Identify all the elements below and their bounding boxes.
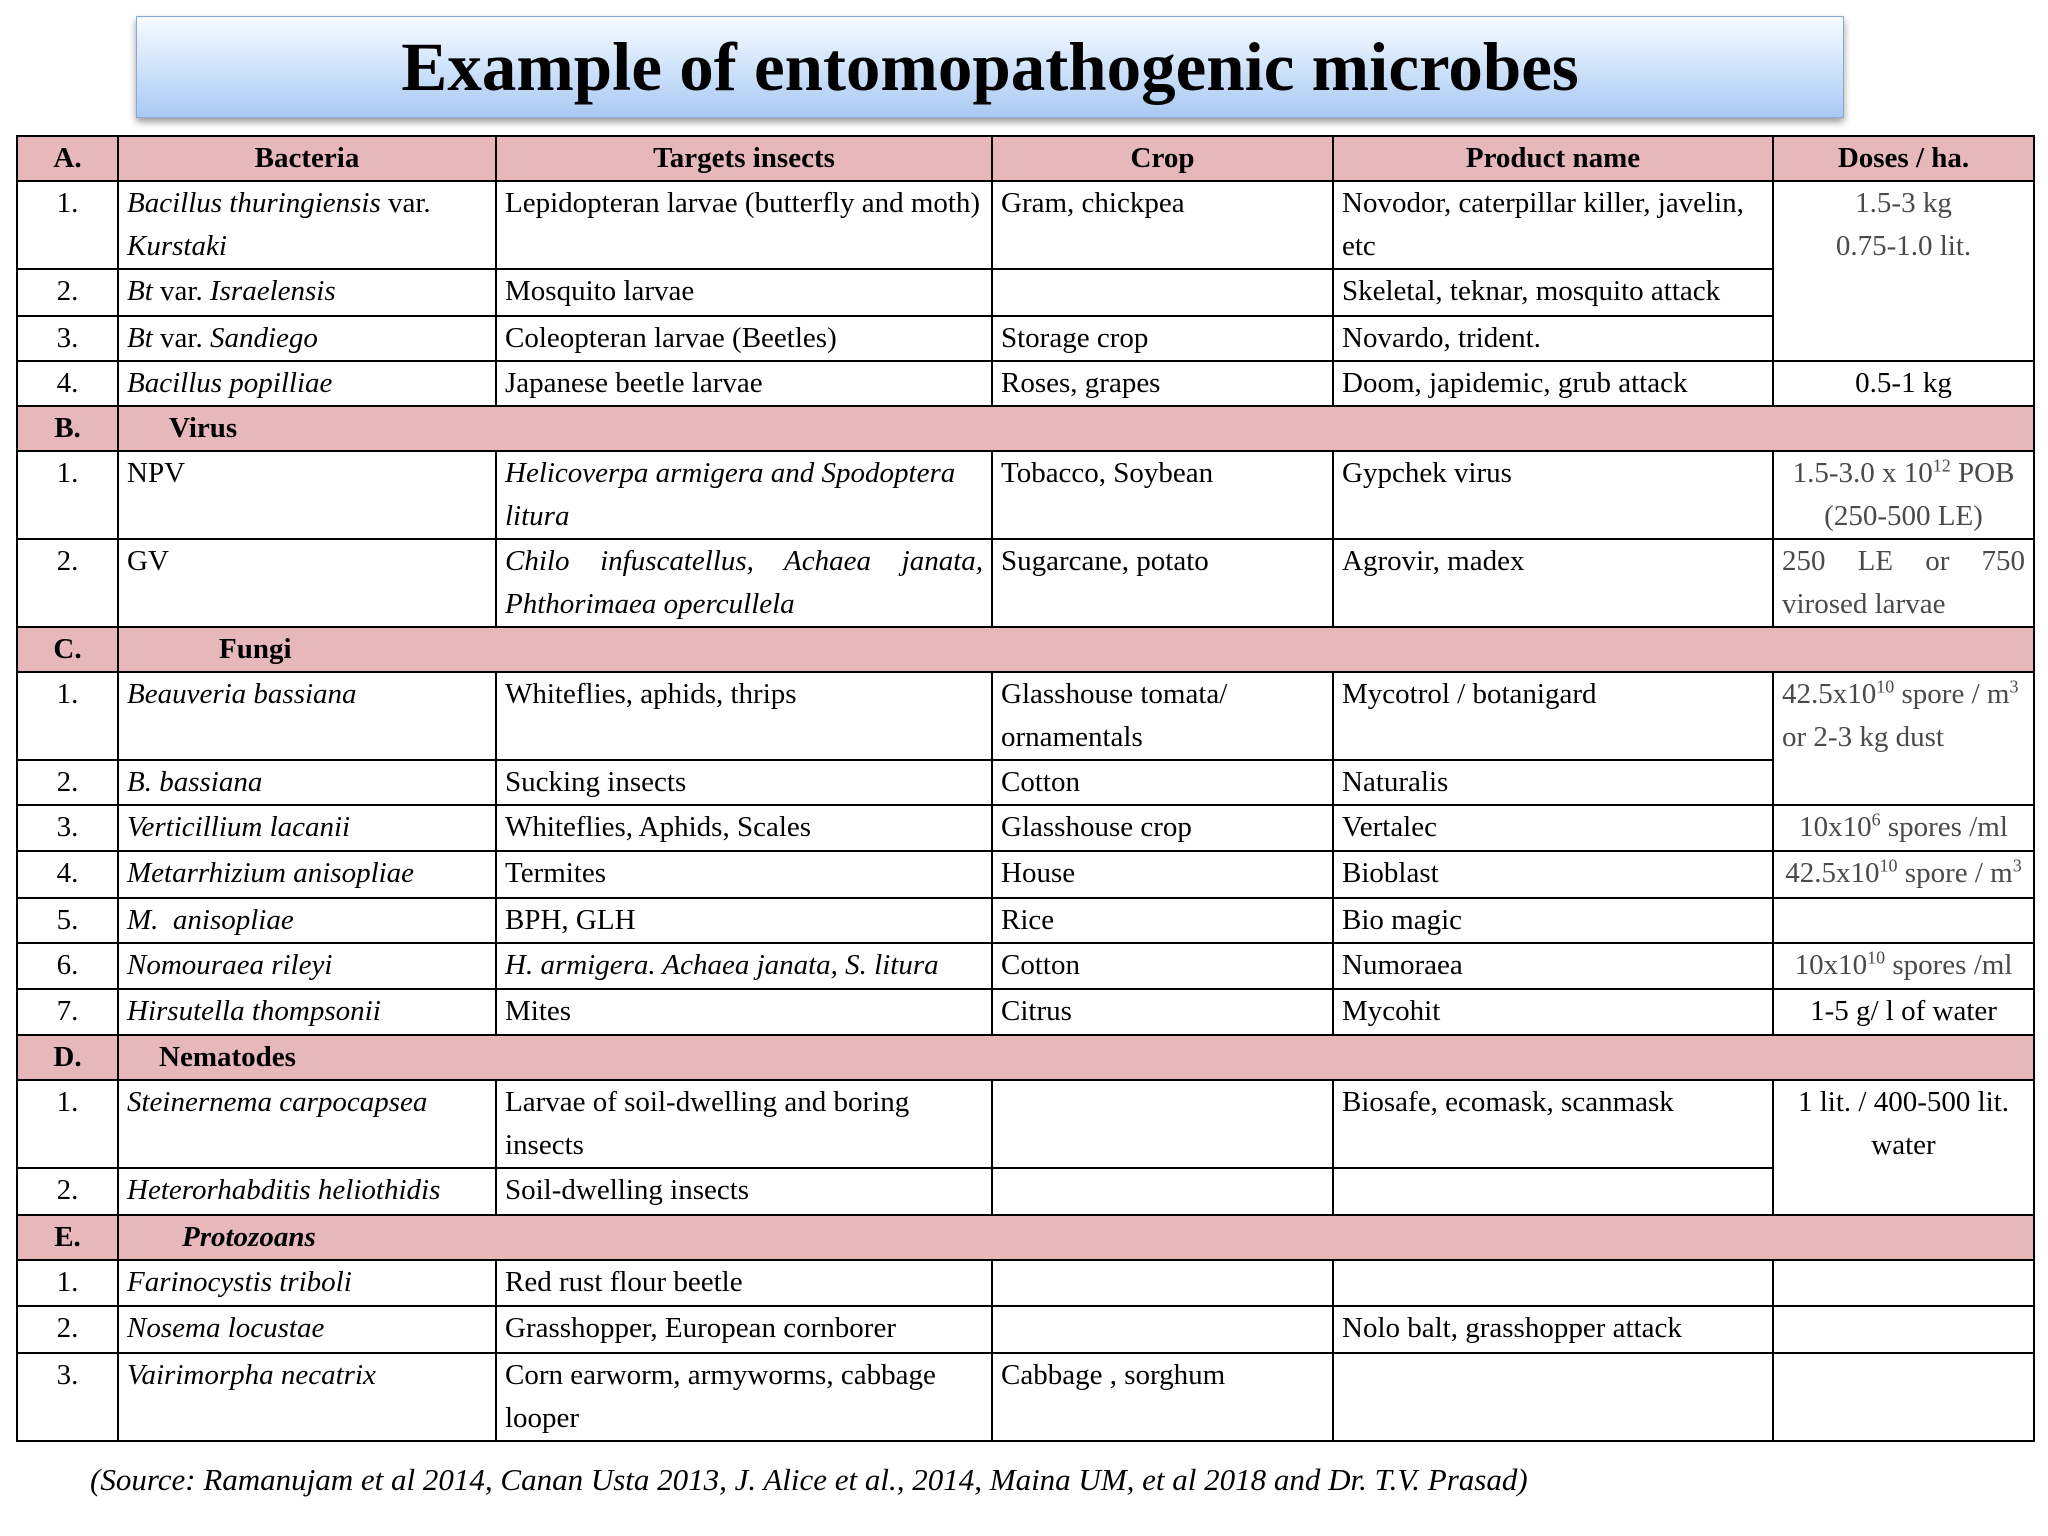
section-index: C. bbox=[17, 627, 118, 672]
product-name: Novardo, trident. bbox=[1333, 316, 1773, 361]
organism-name: Verticillium lacanii bbox=[118, 805, 496, 851]
organism-name: B. bassiana bbox=[118, 760, 496, 805]
crop: Cotton bbox=[992, 760, 1333, 805]
product-name: Novodor, caterpillar killer, javelin, etc bbox=[1333, 181, 1773, 269]
section-label: Protozoans bbox=[118, 1215, 2034, 1260]
row-index: 2. bbox=[17, 269, 118, 316]
organism-name: Hirsutella thompsonii bbox=[118, 989, 496, 1035]
dose-line: 0.75-1.0 lit. bbox=[1835, 230, 1972, 262]
row-index: 2. bbox=[17, 1306, 118, 1353]
section-index: B. bbox=[17, 406, 118, 451]
dose-line: (250-500 LE) bbox=[1824, 500, 1983, 532]
product-name: Mycotrol / botanigard bbox=[1333, 672, 1773, 760]
product-name: Gypchek virus bbox=[1333, 451, 1773, 539]
section-row-virus bbox=[17, 406, 2034, 451]
crop: Glasshouse tomata/ ornamentals bbox=[992, 672, 1333, 760]
organism-name: Beauveria bassiana bbox=[118, 672, 496, 760]
dose bbox=[1773, 181, 2034, 361]
dose-unit: spore / m bbox=[1897, 857, 2013, 889]
crop: House bbox=[992, 851, 1333, 898]
target-insects: Corn earworm, armyworms, cabbage looper bbox=[496, 1353, 992, 1441]
crop bbox=[992, 1260, 1333, 1306]
table-row bbox=[17, 898, 2034, 943]
section-index: E. bbox=[17, 1215, 118, 1260]
target-insects: Coleopteran larvae (Beetles) bbox=[496, 316, 992, 361]
product-name: Bio magic bbox=[1333, 898, 1773, 943]
dose-unit: or 2-3 kg dust bbox=[1782, 721, 1944, 753]
dose: 0.5-1 kg bbox=[1773, 361, 2034, 406]
organism-name: Vairimorpha necatrix bbox=[118, 1353, 496, 1441]
organism-name: Metarrhizium anisopliae bbox=[118, 851, 496, 898]
organism-name: Nomouraea rileyi bbox=[118, 943, 496, 989]
crop: Cotton bbox=[992, 943, 1333, 989]
table-row bbox=[17, 1306, 2034, 1353]
row-index: 2. bbox=[17, 1168, 118, 1215]
dose-exponent: 3 bbox=[2009, 676, 2019, 697]
table-row bbox=[17, 451, 2034, 539]
product-name: Vertalec bbox=[1333, 805, 1773, 851]
title-banner bbox=[136, 16, 1844, 118]
table-row bbox=[17, 539, 2034, 627]
target-insects: Lepidopteran larvae (butterfly and moth) bbox=[496, 181, 992, 269]
crop bbox=[992, 1080, 1333, 1168]
target-insects: Soil-dwelling insects bbox=[496, 1168, 992, 1215]
dose-line: 1.5-3 kg bbox=[1855, 187, 1952, 219]
target-insects: Chilo infuscatellus, Achaea janata, Phthorimaea opercullela bbox=[496, 539, 992, 627]
row-index: 4. bbox=[17, 361, 118, 406]
product-name: Biosafe, ecomask, scanmask bbox=[1333, 1080, 1773, 1168]
crop: Roses, grapes bbox=[992, 361, 1333, 406]
header-row bbox=[17, 136, 2034, 181]
dose bbox=[1773, 1353, 2034, 1441]
organism-variety: Kurstaki bbox=[127, 230, 227, 262]
crop bbox=[992, 1168, 1333, 1215]
product-name: Numoraea bbox=[1333, 943, 1773, 989]
source-citation: (Source: Ramanujam et al 2014, Canan Usta 2013, J. Alice et al., 2014, Maina UM, et al 2018 and Dr. T.V. Prasad) bbox=[90, 1462, 1528, 1497]
organism-var: var. bbox=[152, 275, 210, 307]
dose: 1 lit. / 400-500 lit. water bbox=[1773, 1080, 2034, 1215]
target-insects: Helicoverpa armigera and Spodoptera litura bbox=[496, 451, 992, 539]
row-index: 3. bbox=[17, 316, 118, 361]
organism-name: Steinernema carpocapsea bbox=[118, 1080, 496, 1168]
target-insects: Termites bbox=[496, 851, 992, 898]
column-header-doses: Doses / ha. bbox=[1773, 136, 2034, 181]
row-index: 5. bbox=[17, 898, 118, 943]
column-header-product: Product name bbox=[1333, 136, 1773, 181]
dose-base: 42.5x10 bbox=[1782, 678, 1877, 710]
product-name: Naturalis bbox=[1333, 760, 1773, 805]
product-name bbox=[1333, 1260, 1773, 1306]
organism-name: M. anisopliae bbox=[118, 898, 496, 943]
target-insects: BPH, GLH bbox=[496, 898, 992, 943]
product-name: Agrovir, madex bbox=[1333, 539, 1773, 627]
dose bbox=[1773, 1306, 2034, 1353]
dose bbox=[1773, 898, 2034, 943]
target-insects: Grasshopper, European cornborer bbox=[496, 1306, 992, 1353]
target-insects: Whiteflies, aphids, thrips bbox=[496, 672, 992, 760]
organism-name: NPV bbox=[118, 451, 496, 539]
crop: Sugarcane, potato bbox=[992, 539, 1333, 627]
page-title: Example of entomopathogenic microbes bbox=[401, 28, 1579, 105]
section-row-nematodes bbox=[17, 1035, 2034, 1080]
section-row-protozoans bbox=[17, 1215, 2034, 1260]
organism-genus: Bt bbox=[127, 322, 153, 354]
organism-name: GV bbox=[118, 539, 496, 627]
crop bbox=[992, 269, 1333, 316]
crop: Storage crop bbox=[992, 316, 1333, 361]
table-row bbox=[17, 943, 2034, 989]
target-insects: Japanese beetle larvae bbox=[496, 361, 992, 406]
dose-exponent: 12 bbox=[1932, 455, 1951, 476]
crop: Cabbage , sorghum bbox=[992, 1353, 1333, 1441]
table-row bbox=[17, 181, 2034, 269]
dose bbox=[1773, 805, 2034, 851]
crop: Citrus bbox=[992, 989, 1333, 1035]
row-index: 6. bbox=[17, 943, 118, 989]
section-index: D. bbox=[17, 1035, 118, 1080]
section-label: Fungi bbox=[118, 627, 2034, 672]
dose-base: 10x10 bbox=[1799, 811, 1872, 843]
dose-base: 1.5-3.0 x 10 bbox=[1792, 457, 1933, 489]
dose-exponent: 10 bbox=[1876, 676, 1895, 697]
row-index: 1. bbox=[17, 181, 118, 269]
table-row bbox=[17, 805, 2034, 851]
column-header-bacteria: Bacteria bbox=[118, 136, 496, 181]
table-row bbox=[17, 1353, 2034, 1441]
row-index: 2. bbox=[17, 760, 118, 805]
target-insects: Whiteflies, Aphids, Scales bbox=[496, 805, 992, 851]
dose-exponent: 6 bbox=[1871, 809, 1881, 830]
target-insects: Sucking insects bbox=[496, 760, 992, 805]
section-row-fungi bbox=[17, 627, 2034, 672]
table-row bbox=[17, 361, 2034, 406]
organism-name bbox=[118, 181, 496, 269]
organism-name: Farinocystis triboli bbox=[118, 1260, 496, 1306]
row-index: 3. bbox=[17, 805, 118, 851]
dose-unit: spore / m bbox=[1894, 678, 2010, 710]
target-insects: Red rust flour beetle bbox=[496, 1260, 992, 1306]
organism-name: Heterorhabditis heliothidis bbox=[118, 1168, 496, 1215]
table-row bbox=[17, 269, 2034, 316]
row-index: 2. bbox=[17, 539, 118, 627]
dose-unit: spores /ml bbox=[1880, 811, 2008, 843]
dose-unit: POB bbox=[1950, 457, 2015, 489]
row-index: 1. bbox=[17, 672, 118, 760]
row-index: 1. bbox=[17, 1260, 118, 1306]
section-label: Virus bbox=[118, 406, 2034, 451]
product-name: Bioblast bbox=[1333, 851, 1773, 898]
row-index: 1. bbox=[17, 1080, 118, 1168]
section-label: Nematodes bbox=[118, 1035, 2034, 1080]
table-row bbox=[17, 851, 2034, 898]
row-index: 4. bbox=[17, 851, 118, 898]
product-name bbox=[1333, 1353, 1773, 1441]
table-row bbox=[17, 989, 2034, 1035]
product-name bbox=[1333, 1168, 1773, 1215]
crop: Tobacco, Soybean bbox=[992, 451, 1333, 539]
product-name: Skeletal, teknar, mosquito attack bbox=[1333, 269, 1773, 316]
dose: 1-5 g/ l of water bbox=[1773, 989, 2034, 1035]
organism-name bbox=[118, 316, 496, 361]
organism-name bbox=[118, 269, 496, 316]
table-row bbox=[17, 1260, 2034, 1306]
organism-genus: Bt bbox=[127, 275, 153, 307]
dose bbox=[1773, 851, 2034, 898]
dose bbox=[1773, 943, 2034, 989]
product-name: Doom, japidemic, grub attack bbox=[1333, 361, 1773, 406]
row-index: 3. bbox=[17, 1353, 118, 1441]
section-index: A. bbox=[17, 136, 118, 181]
dose-unit: spores /ml bbox=[1885, 949, 2013, 981]
table-row bbox=[17, 1080, 2034, 1168]
table-row bbox=[17, 316, 2034, 361]
organism-variety: Sandiego bbox=[209, 322, 318, 354]
organism-name: Nosema locustae bbox=[118, 1306, 496, 1353]
target-insects: Mosquito larvae bbox=[496, 269, 992, 316]
dose bbox=[1773, 672, 2034, 805]
organism-genus: Bacillus thuringiensis bbox=[127, 187, 381, 219]
crop bbox=[992, 1306, 1333, 1353]
table-row bbox=[17, 760, 2034, 805]
product-name: Mycohit bbox=[1333, 989, 1773, 1035]
target-insects: Larvae of soil-dwelling and boring insects bbox=[496, 1080, 992, 1168]
dose bbox=[1773, 1260, 2034, 1306]
crop: Rice bbox=[992, 898, 1333, 943]
dose-exponent: 10 bbox=[1879, 855, 1898, 876]
dose-exponent: 3 bbox=[2012, 855, 2022, 876]
organism-name: Bacillus popilliae bbox=[118, 361, 496, 406]
row-index: 7. bbox=[17, 989, 118, 1035]
organism-var: var. bbox=[152, 322, 210, 354]
dose-base: 42.5x10 bbox=[1785, 857, 1880, 889]
product-name: Nolo balt, grasshopper attack bbox=[1333, 1306, 1773, 1353]
microbes-table bbox=[16, 135, 2035, 1442]
table-row bbox=[17, 1168, 2034, 1215]
crop: Gram, chickpea bbox=[992, 181, 1333, 269]
target-insects: Mites bbox=[496, 989, 992, 1035]
table-row bbox=[17, 672, 2034, 760]
dose bbox=[1773, 451, 2034, 539]
dose: 250 LE or 750 virosed larvae bbox=[1773, 539, 2034, 627]
column-header-crop: Crop bbox=[992, 136, 1333, 181]
column-header-targets: Targets insects bbox=[496, 136, 992, 181]
organism-var: var. bbox=[380, 187, 431, 219]
target-insects: H. armigera. Achaea janata, S. litura bbox=[496, 943, 992, 989]
organism-variety: Israelensis bbox=[209, 275, 336, 307]
dose-exponent: 10 bbox=[1867, 947, 1886, 968]
row-index: 1. bbox=[17, 451, 118, 539]
crop: Glasshouse crop bbox=[992, 805, 1333, 851]
dose-base: 10x10 bbox=[1794, 949, 1868, 981]
